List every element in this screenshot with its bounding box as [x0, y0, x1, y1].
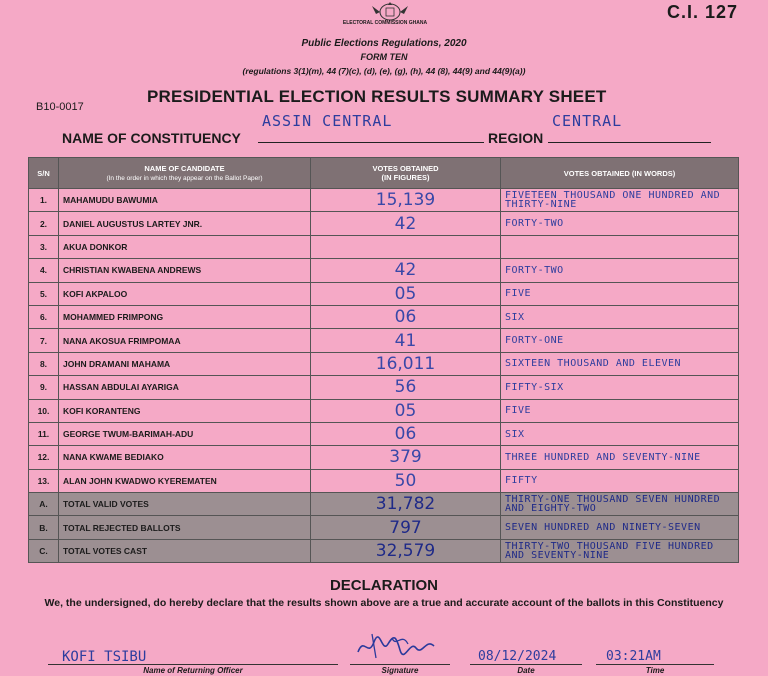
- votes-figures: 05: [311, 399, 501, 422]
- votes-figures: 42: [311, 259, 501, 282]
- signature-label: Signature: [381, 666, 419, 675]
- candidate-row: [29, 259, 739, 282]
- votes-words: THREE HUNDRED AND SEVENTY-NINE: [501, 446, 739, 469]
- row-sn: 6.: [29, 305, 59, 328]
- candidate-name: MAHAMUDU BAWUMIA: [59, 189, 311, 212]
- date-line: [470, 664, 582, 665]
- row-sn: 10.: [29, 399, 59, 422]
- votes-figures: 31,782: [311, 493, 501, 516]
- votes-figures: 56: [311, 376, 501, 399]
- candidate-name: ALAN JOHN KWADWO KYEREMATEN: [59, 469, 311, 492]
- officer-name-label: Name of Returning Officer: [143, 666, 243, 675]
- total-row: [29, 493, 739, 516]
- row-sn: 7.: [29, 329, 59, 352]
- officer-name-line: [48, 664, 338, 665]
- constituency-label: NAME OF CONSTITUENCY: [62, 130, 241, 146]
- votes-figures: 16,011: [311, 352, 501, 375]
- votes-figures: 06: [311, 422, 501, 445]
- row-sn: 1.: [29, 189, 59, 212]
- region-label: REGION: [488, 130, 544, 146]
- commission-name: ELECTORAL COMMISSION GHANA: [342, 20, 428, 26]
- votes-figures: 32,579: [311, 539, 501, 562]
- votes-words: SIX: [501, 422, 739, 445]
- candidate-name: NANA AKOSUA FRIMPOMAA: [59, 329, 311, 352]
- votes-words: FIFTY-SIX: [501, 376, 739, 399]
- candidate-name: JOHN DRAMANI MAHAMA: [59, 352, 311, 375]
- row-sn: 9.: [29, 376, 59, 399]
- coat-of-arms-emblem: [358, 0, 422, 22]
- candidate-row: [29, 329, 739, 352]
- constituency-line: [258, 142, 484, 143]
- row-sn: B.: [29, 516, 59, 539]
- votes-figures: 15,139: [311, 189, 501, 212]
- serial-number: B10-0017: [36, 101, 84, 113]
- candidate-name: AKUA DONKOR: [59, 235, 311, 258]
- votes-figures: 379: [311, 446, 501, 469]
- declaration-title: DECLARATION: [329, 577, 439, 594]
- signature-line: [350, 664, 450, 665]
- candidate-name: DANIEL AUGUSTUS LARTEY JNR.: [59, 212, 311, 235]
- time-label: Time: [645, 666, 665, 675]
- row-sn: 11.: [29, 422, 59, 445]
- candidate-name: KOFI KORANTENG: [59, 399, 311, 422]
- total-row: [29, 516, 739, 539]
- row-sn: 3.: [29, 235, 59, 258]
- votes-figures: [311, 235, 501, 258]
- declaration-text: We, the undersigned, do hereby declare that the results shown above are a true and accurate account of the ballots in this Constituency: [44, 597, 724, 609]
- row-sn: 8.: [29, 352, 59, 375]
- header-words: VOTES OBTAINED (IN WORDS): [501, 158, 739, 189]
- constituency-value: ASSIN CENTRAL: [262, 112, 393, 130]
- votes-words: [501, 235, 739, 258]
- candidate-name: TOTAL REJECTED BALLOTS: [59, 516, 311, 539]
- candidate-row: [29, 212, 739, 235]
- table-header-row: [29, 158, 739, 189]
- officer-name-value: KOFI TSIBU: [62, 649, 147, 665]
- votes-words: FORTY-ONE: [501, 329, 739, 352]
- votes-words: FIVE: [501, 282, 739, 305]
- header-sn: S/N: [29, 158, 59, 189]
- date-value: 08/12/2024: [478, 649, 557, 664]
- candidate-row: [29, 282, 739, 305]
- candidate-name: NANA KWAME BEDIAKO: [59, 446, 311, 469]
- total-row: [29, 539, 739, 562]
- votes-figures: 06: [311, 305, 501, 328]
- date-label: Date: [517, 666, 535, 675]
- candidate-row: [29, 189, 739, 212]
- sheet-title: PRESIDENTIAL ELECTION RESULTS SUMMARY SHEET: [147, 87, 607, 106]
- candidate-name: KOFI AKPALOO: [59, 282, 311, 305]
- row-sn: 13.: [29, 469, 59, 492]
- time-line: [596, 664, 714, 665]
- candidate-name: HASSAN ABDULAI AYARIGA: [59, 376, 311, 399]
- votes-words: FIFTY: [501, 469, 739, 492]
- candidate-name: CHRISTIAN KWABENA ANDREWS: [59, 259, 311, 282]
- votes-words: THIRTY-ONE THOUSAND SEVEN HUNDRED AND EIGHTY-TWO: [501, 493, 739, 516]
- votes-words: FIVE: [501, 399, 739, 422]
- region-line: [548, 142, 711, 143]
- time-value: 03:21AM: [606, 649, 661, 664]
- candidate-row: [29, 305, 739, 328]
- regulations-title: Public Elections Regulations, 2020: [301, 38, 467, 49]
- votes-words: SIXTEEN THOUSAND AND ELEVEN: [501, 352, 739, 375]
- votes-words: FORTY-TWO: [501, 259, 739, 282]
- row-sn: 5.: [29, 282, 59, 305]
- candidate-name: TOTAL VOTES CAST: [59, 539, 311, 562]
- region-value: CENTRAL: [552, 112, 623, 130]
- votes-figures: 05: [311, 282, 501, 305]
- votes-figures: 50: [311, 469, 501, 492]
- header-candidate: NAME OF CANDIDATE (In the order in which they appear on the Ballot Paper): [59, 158, 311, 189]
- candidate-row: [29, 469, 739, 492]
- votes-figures: 42: [311, 212, 501, 235]
- row-sn: 4.: [29, 259, 59, 282]
- candidate-row: [29, 376, 739, 399]
- votes-words: FORTY-TWO: [501, 212, 739, 235]
- candidate-row: [29, 422, 739, 445]
- votes-figures: 41: [311, 329, 501, 352]
- votes-figures: 797: [311, 516, 501, 539]
- row-sn: 2.: [29, 212, 59, 235]
- candidate-row: [29, 399, 739, 422]
- regulations-reference: (regulations 3(1)(m), 44 (7)(c), (d), (e), (g), (h), 44 (8), 44(9) and 44(9)(a)): [242, 66, 526, 76]
- candidate-row: [29, 352, 739, 375]
- officer-signature: [352, 628, 442, 664]
- header-figures: VOTES OBTAINED (IN FIGURES): [311, 158, 501, 189]
- candidate-row: [29, 235, 739, 258]
- row-sn: C.: [29, 539, 59, 562]
- candidate-name: MOHAMMED FRIMPONG: [59, 305, 311, 328]
- votes-words: FIVETEEN THOUSAND ONE HUNDRED AND THIRTY-NINE: [501, 189, 739, 212]
- row-sn: 12.: [29, 446, 59, 469]
- form-name: FORM TEN: [360, 52, 408, 62]
- form-code: C.I. 127: [666, 2, 738, 22]
- results-table: [28, 157, 739, 563]
- candidate-row: [29, 446, 739, 469]
- votes-words: SEVEN HUNDRED AND NINETY-SEVEN: [501, 516, 739, 539]
- candidate-name: TOTAL VALID VOTES: [59, 493, 311, 516]
- votes-words: SIX: [501, 305, 739, 328]
- candidate-name: GEORGE TWUM-BARIMAH-ADU: [59, 422, 311, 445]
- row-sn: A.: [29, 493, 59, 516]
- votes-words: THIRTY-TWO THOUSAND FIVE HUNDRED AND SEVENTY-NINE: [501, 539, 739, 562]
